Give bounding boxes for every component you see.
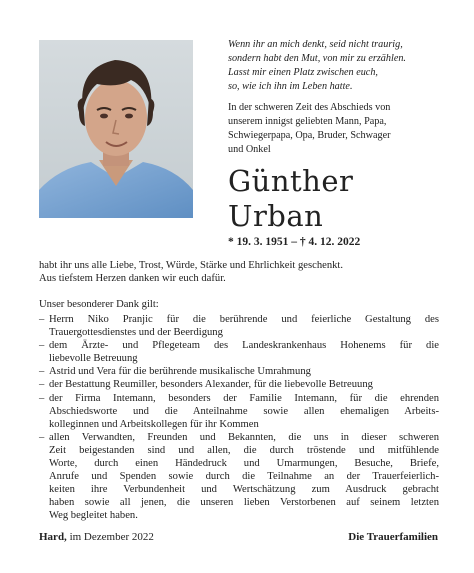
list-item-line: Zeit beigestanden sind und allen, die durch tröstende und mitfühlende [49,444,439,456]
list-item [39,378,439,391]
list-dash: – [39,340,45,352]
quote-line: Wenn ihr an mich denkt, seid nicht traurig, [228,39,403,50]
list-item-line: Astrid und Vera für die berührende musikalische Umrahmung [49,366,311,378]
place: Hard, [39,531,67,543]
list-item-line: der Firma Intemann, besonders der Familie Intemann, für die ehrenden [49,392,439,404]
signature: Die Trauerfamilien [348,531,438,543]
quote-line: Lasst mir einen Platz zwischen euch, [228,67,378,78]
thanks-line: habt ihr uns alle Liebe, Trost, Würde, Stärke und Ehrlichkeit geschenkt. [39,260,344,271]
place-date [39,531,154,543]
list-item-line: Anrufe und Spenden sowie durch die Teilnahme an der Trauerfeierlich- [49,471,439,483]
list-item-line: kolleginnen und Arbeitskollegen für ihr Kommen [49,418,259,430]
list-item-line: Herrn Niko Pranjic für die berührende und feierliche Gestaltung des [49,314,439,325]
list-item-line: der Bestattung Reumiller, besonders Alexander, für die liebevolle Betreuung [49,379,373,391]
thanks-list [39,313,439,523]
life-dates: * 19. 3. 1951 – † 4. 12. 2022 [228,236,361,248]
intro-line: und Onkel [228,144,271,155]
thanks-text [39,259,439,285]
list-item [39,313,439,339]
list-item-line: Trauergottesdienstes und der Beerdigung [49,327,223,339]
list-item-line: Weg begleitet haben. [49,510,138,522]
list-item-line: keiten ihre Verbundenheit und Wertschätzung zum Ausdruck gebracht [49,484,439,496]
quote-line: so, wie ich ihn im Leben hatte. [228,81,353,92]
list-dash: – [39,366,45,378]
list-item [39,339,439,365]
list-item-line: allen Verwandten, Freunden und Bekannten, die uns in dieser schweren [49,431,439,443]
list-dash: – [39,379,45,391]
deceased-name [228,164,353,234]
list-item [39,365,439,378]
list-item-line: Abschiedsworte und die Anteilnahme sowie allen ehemaligen Arbeits- [49,405,439,417]
list-item-line: haben sowie all jenen, die unseren lieben Verstorbenen auf seinem letzten [49,497,439,509]
intro-line: In der schweren Zeit des Abschieds von [228,102,391,113]
list-item [39,431,439,523]
list-dash: – [39,431,45,443]
last-name: Urban [228,199,324,233]
list-item-line: Worte, durch einen Händedruck und Umarmungen, Besuche, Briefe, [49,458,439,470]
thanks-line: Aus tiefstem Herzen danken wir euch dafür. [39,273,226,285]
list-item [39,392,439,431]
date: im Dezember 2022 [66,531,154,543]
intro-line: unserem innigst geliebten Mann, Papa, [228,116,387,127]
list-dash: – [39,314,45,325]
memorial-quote [228,38,458,94]
quote-line: sondern habt den Mut, von mir zu erzählen. [228,53,406,64]
list-dash: – [39,392,45,404]
portrait-image [39,40,193,218]
special-thanks-heading: Unser besonderer Dank gilt: [39,299,159,310]
list-item-line: liebevolle Betreuung [49,353,138,365]
intro-text [228,101,458,157]
first-name: Günther [228,164,354,198]
intro-line: Schwiegerpapa, Opa, Bruder, Schwager [228,130,391,141]
portrait-photo [39,40,193,218]
list-item-line: dem Ärzte- und Pflegeteam des Landeskrankenhaus Hohenems für die [49,340,439,352]
